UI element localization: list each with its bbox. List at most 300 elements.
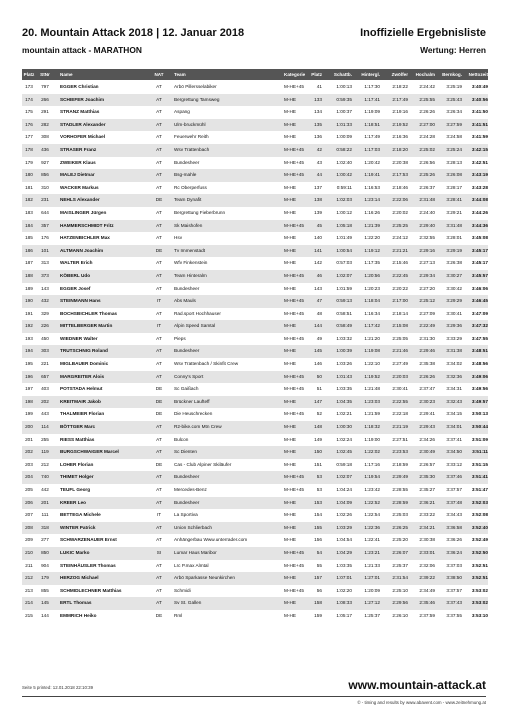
- col-bib-cell: 403: [41, 386, 49, 392]
- race-name: mountain attack - MARATHON: [22, 45, 142, 55]
- col-rank-cell: 181: [25, 184, 33, 190]
- col-net-time-cell: 3:42:15: [471, 146, 488, 152]
- col-nat-cell: AT: [156, 348, 162, 354]
- col-split-2-cell: 1:16:34: [364, 310, 380, 316]
- col-category-rank-cell: 156: [314, 537, 322, 543]
- col-split-1-cell: 1:08:33: [336, 600, 352, 606]
- col-name-cell: ZWEIKER Klaus: [60, 159, 96, 165]
- col-category-cell: M-HE+45: [284, 298, 304, 304]
- col-team-cell: Hsv: [174, 235, 183, 241]
- col-category-cell: M-HE+45: [284, 222, 304, 228]
- table-row: [22, 257, 488, 270]
- table-row: [22, 131, 488, 144]
- col-split-2-cell: 1:21:48: [364, 386, 380, 392]
- col-split-4-cell: 2:29:34: [419, 272, 435, 278]
- col-team-cell: La Sportiva: [174, 512, 198, 518]
- col-split-3-cell: 2:19:16: [392, 109, 408, 115]
- header-col-split-2: Hintergl.: [361, 72, 380, 77]
- col-rank-cell: 209: [25, 537, 33, 543]
- col-team-cell: Brückner Laufteff: [174, 398, 210, 404]
- col-bib-cell: 442: [41, 487, 49, 492]
- col-bib-cell: 231: [41, 197, 49, 203]
- col-split-4-cell: 2:29:41: [419, 411, 435, 417]
- col-split-2-cell: 1:23:42: [364, 487, 380, 492]
- col-name-cell: BOCHSBICHLER Thomas: [60, 310, 118, 316]
- col-split-1-cell: 0:57:03: [336, 260, 352, 266]
- col-name-cell: RIESS Matthias: [60, 436, 95, 442]
- col-rank-cell: 191: [25, 310, 33, 316]
- header-col-name: Name: [60, 72, 73, 77]
- col-split-2-cell: 1:17:16: [364, 461, 380, 467]
- table-row: [22, 371, 488, 384]
- col-category-cell: M-HE: [284, 537, 296, 543]
- table-row: [22, 421, 488, 434]
- col-split-5-cell: 3:26:38: [446, 260, 462, 266]
- col-split-1-cell: 1:07:01: [336, 575, 352, 581]
- col-split-5-cell: 3:34:43: [446, 512, 462, 518]
- table-row: [22, 446, 488, 459]
- col-split-4-cell: 2:31:30: [419, 335, 435, 341]
- table-row: [22, 383, 488, 396]
- col-bib-cell: 308: [41, 134, 49, 140]
- col-category-cell: M-HE: [284, 197, 296, 203]
- table-row: [22, 320, 488, 333]
- col-split-3-cell: 2:26:10: [392, 612, 408, 618]
- col-split-2-cell: 1:20:09: [364, 587, 380, 593]
- table-row: [22, 245, 488, 258]
- col-split-1-cell: 1:02:03: [336, 197, 352, 203]
- col-bib-cell: 850: [41, 549, 49, 555]
- col-category-rank-cell: 44: [316, 172, 322, 178]
- col-net-time-cell: 3:51:47: [471, 487, 488, 492]
- col-name-cell: TRUTSCHNIG Roland: [60, 348, 108, 354]
- table-row: [22, 497, 488, 510]
- col-net-time-cell: 3:52:51: [471, 575, 488, 581]
- col-net-time-cell: 3:44:08: [471, 197, 488, 203]
- col-category-rank-cell: 50: [316, 373, 322, 379]
- col-split-3-cell: 2:17:53: [392, 172, 408, 178]
- table-row: [22, 106, 488, 119]
- col-split-2-cell: 1:17:49: [364, 134, 380, 140]
- col-bib-cell: 927: [41, 159, 49, 165]
- col-split-3-cell: 2:29:56: [392, 600, 408, 606]
- col-category-cell: M-HE+45: [284, 159, 304, 165]
- col-split-1-cell: 1:03:29: [336, 524, 352, 530]
- col-split-5-cell: 3:28:13: [446, 159, 462, 165]
- col-split-4-cell: 2:30:38: [419, 537, 435, 543]
- col-split-4-cell: 2:22:49: [419, 323, 435, 329]
- col-split-5-cell: 3:28:17: [446, 184, 462, 190]
- col-split-3-cell: 2:24:12: [392, 235, 408, 241]
- col-bib-cell: 450: [41, 335, 49, 341]
- header-col-split-5: Bernkog.: [442, 72, 462, 77]
- col-bib-cell: 114: [41, 424, 49, 430]
- table-row: [22, 345, 488, 358]
- col-split-5-cell: 3:24:58: [446, 134, 462, 140]
- col-nat-cell: AT: [156, 587, 162, 593]
- col-rank-cell: 210: [25, 549, 33, 555]
- col-category-rank-cell: 138: [314, 197, 322, 203]
- col-split-3-cell: 2:17:49: [392, 96, 408, 102]
- col-rank-cell: 201: [25, 436, 33, 442]
- col-nat-cell: IT: [156, 512, 162, 518]
- col-split-1-cell: 1:03:35: [336, 562, 352, 568]
- col-category-cell: M-HE: [284, 96, 296, 102]
- col-split-2-cell: 1:21:59: [364, 411, 380, 417]
- table-row: [22, 597, 488, 610]
- table-row: [22, 232, 488, 245]
- col-nat-cell: SI: [156, 549, 162, 555]
- col-nat-cell: AT: [156, 499, 162, 505]
- col-nat-cell: DE: [155, 461, 163, 467]
- col-nat-cell: AT: [156, 184, 162, 190]
- col-rank-cell: 177: [25, 134, 33, 140]
- col-category-rank-cell: 140: [314, 235, 322, 241]
- col-rank-cell: 200: [25, 424, 33, 430]
- col-split-5-cell: 3:37:43: [446, 600, 462, 606]
- col-rank-cell: 179: [25, 159, 33, 165]
- col-split-4-cell: 2:26:37: [419, 184, 435, 190]
- col-category-rank-cell: 157: [314, 575, 322, 581]
- table-row: [22, 270, 488, 283]
- col-net-time-cell: 3:52:49: [471, 537, 488, 543]
- table-row: [22, 283, 488, 296]
- col-rank-cell: 199: [25, 411, 33, 417]
- col-team-cell: Wsv Trattenbach: [174, 146, 210, 152]
- col-split-4-cell: 2:26:56: [419, 159, 435, 165]
- col-rank-cell: 203: [25, 461, 33, 467]
- col-rank-cell: 182: [25, 197, 33, 203]
- col-rank-cell: 204: [25, 474, 33, 480]
- col-category-cell: M-HE: [284, 348, 296, 354]
- col-net-time-cell: 3:51:15: [471, 461, 488, 467]
- col-net-time-cell: 3:52:50: [471, 549, 488, 555]
- col-nat-cell: AT: [156, 146, 162, 152]
- col-team-cell: Arbö Sparkasse Neunkirchen: [174, 575, 235, 581]
- col-split-5-cell: 3:29:36: [446, 323, 462, 329]
- col-rank-cell: 188: [25, 272, 33, 278]
- table-row: [22, 509, 488, 522]
- col-team-cell: Bundesheer: [174, 474, 200, 480]
- col-bib-cell: 432: [41, 298, 49, 304]
- col-category-rank-cell: 148: [314, 424, 322, 430]
- col-split-5-cell: 3:36:58: [446, 524, 462, 530]
- col-split-2-cell: 1:23:03: [364, 398, 380, 404]
- col-net-time-cell: 3:40:56: [471, 96, 488, 102]
- col-rank-cell: 192: [25, 323, 33, 329]
- col-nat-cell: AT: [156, 537, 162, 543]
- col-split-4-cell: 2:24:42: [419, 84, 435, 89]
- col-split-2-cell: 1:20:56: [364, 272, 380, 278]
- col-team-cell: Bergrettung Fieberbrunn: [174, 209, 226, 215]
- col-split-5-cell: 3:30:41: [446, 310, 462, 316]
- col-net-time-cell: 3:45:08: [471, 235, 488, 241]
- col-team-cell: Tv Immenstadt: [174, 247, 205, 253]
- col-category-cell: M-HE: [284, 499, 296, 505]
- col-split-2-cell: 1:27:01: [364, 575, 380, 581]
- col-split-3-cell: 2:22:18: [392, 411, 408, 417]
- col-split-5-cell: 3:33:29: [446, 335, 462, 341]
- col-net-time-cell: 3:49:06: [471, 373, 488, 379]
- col-category-rank-cell: 133: [314, 96, 322, 102]
- col-split-5-cell: 3:31:38: [446, 348, 462, 354]
- col-split-4-cell: 2:36:21: [419, 499, 435, 505]
- col-split-1-cell: 1:00:37: [336, 109, 352, 115]
- col-split-3-cell: 2:23:53: [392, 449, 408, 455]
- col-split-1-cell: 1:02:07: [336, 272, 352, 278]
- col-category-cell: M-HE+45: [284, 272, 304, 278]
- col-nat-cell: AT: [156, 96, 162, 102]
- col-nat-cell: AT: [156, 524, 162, 530]
- col-net-time-cell: 3:43:28: [471, 184, 488, 190]
- col-name-cell: SCHIEFER Joachim: [60, 96, 105, 102]
- col-split-5-cell: 3:26:34: [446, 109, 462, 115]
- col-category-rank-cell: 134: [314, 109, 322, 115]
- col-nat-cell: AT: [156, 600, 162, 606]
- table-row: [22, 157, 488, 170]
- table-row: [22, 434, 488, 447]
- col-bib-cell: 202: [41, 398, 49, 404]
- col-team-cell: Wsv Trattenbach / Skinfit Crew: [174, 361, 239, 367]
- col-split-1-cell: 1:04:24: [336, 487, 352, 492]
- timing-credit: © - timing and results by www.abavent.com - www.zeitnehmung.at: [357, 700, 486, 705]
- col-rank-cell: 187: [25, 260, 33, 266]
- col-split-1-cell: 1:02:21: [336, 411, 352, 417]
- col-rank-cell: 208: [25, 524, 33, 530]
- col-net-time-cell: 3:44:26: [471, 209, 488, 215]
- col-split-2-cell: 1:18:04: [364, 298, 380, 304]
- col-split-2-cell: 1:25:37: [364, 612, 380, 618]
- col-split-2-cell: 1:21:33: [364, 562, 380, 568]
- col-name-cell: HERZOG Michael: [60, 575, 99, 581]
- col-name-cell: BETTEGA Michele: [60, 512, 101, 518]
- col-nat-cell: AT: [156, 310, 162, 316]
- col-split-1-cell: 1:00:42: [336, 172, 352, 178]
- col-split-4-cell: 2:35:27: [419, 487, 435, 492]
- col-name-cell: LUKIC Marko: [60, 549, 90, 555]
- col-split-4-cell: 2:27:00: [419, 121, 435, 127]
- col-split-4-cell: 2:27:09: [419, 310, 435, 316]
- col-name-cell: VORHOFER Michael: [60, 134, 106, 140]
- col-split-2-cell: 1:17:42: [364, 323, 380, 329]
- col-nat-cell: AT: [156, 436, 162, 442]
- col-split-4-cell: 2:35:38: [419, 361, 435, 367]
- col-name-cell: STRANZ Matthias: [60, 109, 100, 115]
- col-split-4-cell: 2:29:16: [419, 247, 435, 253]
- col-split-5-cell: 3:36:26: [446, 537, 462, 543]
- col-rank-cell: 193: [25, 335, 33, 341]
- col-split-5-cell: 3:28:41: [446, 197, 462, 203]
- col-nat-cell: DE: [155, 398, 163, 404]
- col-category-rank-cell: 41: [316, 84, 322, 89]
- col-category-rank-cell: 155: [314, 524, 322, 530]
- col-split-5-cell: 3:37:46: [446, 474, 462, 480]
- results-table: [22, 81, 488, 623]
- col-team-cell: Team Dynafit: [174, 197, 202, 203]
- col-split-2-cell: 1:27:12: [364, 600, 380, 606]
- col-name-cell: THIMET Holger: [60, 474, 94, 480]
- col-name-cell: POTSTADA Helmut: [60, 386, 103, 392]
- col-split-3-cell: 2:20:02: [392, 209, 408, 215]
- col-split-2-cell: 1:18:51: [364, 121, 380, 127]
- col-split-5-cell: 3:36:24: [446, 549, 462, 555]
- col-net-time-cell: 3:53:02: [471, 587, 488, 593]
- col-net-time-cell: 3:45:17: [471, 247, 488, 253]
- col-split-4-cell: 2:32:55: [419, 235, 435, 241]
- col-split-1-cell: 1:04:09: [336, 499, 352, 505]
- col-team-cell: Ulm-bruckmühl: [174, 121, 206, 127]
- col-split-1-cell: 0:59:13: [336, 298, 352, 304]
- col-category-rank-cell: 145: [314, 348, 322, 354]
- col-nat-cell: AT: [156, 487, 162, 492]
- col-team-cell: Alpin Speed Samtal: [174, 323, 216, 329]
- col-split-2-cell: 1:16:53: [364, 184, 380, 190]
- website-link[interactable]: www.mountain-attack.at: [348, 678, 486, 692]
- col-split-4-cell: 2:33:22: [419, 512, 435, 518]
- col-split-4-cell: 2:25:55: [419, 96, 435, 102]
- col-team-cell: Bundesheer: [174, 348, 200, 354]
- col-category-rank-cell: 48: [316, 310, 322, 316]
- col-rank-cell: 195: [25, 361, 33, 367]
- col-rank-cell: 198: [25, 398, 33, 404]
- col-category-cell: M-HE: [284, 436, 296, 442]
- col-category-cell: M-HE+45: [284, 411, 304, 417]
- col-team-cell: Rad.sport Hochhauser: [174, 310, 221, 316]
- col-split-5-cell: 3:33:12: [446, 461, 462, 467]
- table-row: [22, 459, 488, 472]
- col-bib-cell: 255: [41, 436, 49, 442]
- col-category-cell: M-HE: [284, 461, 296, 467]
- col-category-rank-cell: 153: [314, 499, 322, 505]
- col-net-time-cell: 3:43:19: [471, 172, 488, 178]
- col-name-cell: ALTMANN Joachim: [60, 247, 104, 253]
- col-net-time-cell: 3:44:36: [471, 222, 488, 228]
- col-net-time-cell: 3:45:57: [471, 272, 488, 278]
- col-rank-cell: 205: [25, 487, 33, 492]
- col-split-1-cell: 1:00:09: [336, 134, 352, 140]
- col-split-3-cell: 2:28:59: [392, 499, 408, 505]
- col-split-4-cell: 2:35:30: [419, 474, 435, 480]
- col-category-cell: M-HE: [284, 121, 296, 127]
- table-row: [22, 81, 488, 94]
- col-split-5-cell: 3:32:36: [446, 373, 462, 379]
- col-net-time-cell: 3:40:49: [471, 84, 488, 89]
- col-category-rank-cell: 158: [314, 600, 322, 606]
- col-nat-cell: AT: [156, 424, 162, 430]
- col-split-2-cell: 1:19:54: [364, 474, 380, 480]
- col-split-5-cell: 3:37:03: [446, 562, 462, 568]
- table-row: [22, 560, 488, 573]
- col-name-cell: WALTER Erich: [60, 260, 93, 266]
- col-split-1-cell: 1:05:18: [336, 222, 352, 228]
- table-row: [22, 333, 488, 346]
- col-net-time-cell: 3:46:06: [471, 285, 488, 291]
- col-bib-cell: 855: [41, 587, 49, 593]
- col-split-5-cell: 3:27:59: [446, 121, 462, 127]
- col-nat-cell: AT: [156, 109, 162, 115]
- col-split-4-cell: 2:33:01: [419, 549, 435, 555]
- col-category-rank-cell: 49: [316, 335, 322, 341]
- col-name-cell: LOHER Florian: [60, 461, 94, 467]
- col-split-1-cell: 1:02:24: [336, 436, 352, 442]
- col-category-cell: M-HE+45: [284, 335, 304, 341]
- col-bib-cell: 221: [41, 361, 49, 367]
- col-split-3-cell: 2:28:55: [392, 487, 408, 492]
- col-split-3-cell: 2:21:21: [392, 247, 408, 253]
- col-split-2-cell: 1:21:39: [364, 222, 380, 228]
- col-category-cell: M-HE: [284, 424, 296, 430]
- col-name-cell: WACKER Markus: [60, 184, 99, 190]
- col-split-2-cell: 1:16:26: [364, 209, 380, 215]
- col-split-4-cell: 2:24:40: [419, 209, 435, 215]
- header-col-split-3: Zwölfer: [391, 72, 408, 77]
- col-split-4-cell: 2:24:28: [419, 134, 435, 140]
- col-split-3-cell: 2:29:49: [392, 474, 408, 480]
- col-split-1-cell: 1:02:45: [336, 449, 352, 455]
- col-bib-cell: 111: [41, 512, 49, 518]
- table-row: [22, 295, 488, 308]
- col-bib-cell: 904: [41, 562, 49, 568]
- col-split-3-cell: 2:26:25: [392, 524, 408, 530]
- col-category-cell: M-HE: [284, 512, 296, 518]
- list-title: Inoffizielle Ergebnisliste: [360, 27, 486, 39]
- col-category-rank-cell: 154: [314, 512, 322, 518]
- col-split-2-cell: 1:19:00: [364, 436, 380, 442]
- col-name-cell: EGGER Christian: [60, 84, 99, 89]
- col-category-cell: M-HE: [284, 247, 296, 253]
- col-category-cell: M-HE: [284, 361, 296, 367]
- col-bib-cell: 266: [41, 96, 49, 102]
- col-rank-cell: 215: [25, 612, 33, 618]
- col-split-5-cell: 3:34:15: [446, 411, 462, 417]
- col-bib-cell: 303: [41, 348, 49, 354]
- col-category-rank-cell: 55: [316, 562, 322, 568]
- col-net-time-cell: 3:41:51: [471, 121, 488, 127]
- table-row: [22, 169, 488, 182]
- col-net-time-cell: 3:47:32: [471, 323, 488, 329]
- col-split-1-cell: 0:59:11: [336, 184, 352, 190]
- col-split-4-cell: 2:35:46: [419, 600, 435, 606]
- col-rank-cell: 173: [25, 84, 33, 89]
- col-split-2-cell: 1:19:41: [364, 172, 380, 178]
- col-net-time-cell: 3:49:57: [471, 398, 488, 404]
- col-team-cell: Sc Gaißach: [174, 386, 199, 392]
- col-team-cell: Sv St. Gallen: [174, 600, 202, 606]
- col-team-cell: Aspang: [174, 109, 190, 115]
- col-split-1-cell: 1:04:54: [336, 537, 352, 543]
- col-team-cell: Lumar Haus Maribor: [174, 549, 217, 555]
- col-bib-cell: 145: [41, 600, 49, 606]
- col-rank-cell: 194: [25, 348, 33, 354]
- col-split-3-cell: 2:22:55: [392, 398, 408, 404]
- col-split-4-cell: 2:25:26: [419, 172, 435, 178]
- col-category-cell: M-HE: [284, 285, 296, 291]
- col-category-cell: M-HE+45: [284, 146, 304, 152]
- col-split-3-cell: 2:21:46: [392, 348, 408, 354]
- col-nat-cell: AT: [156, 260, 162, 266]
- col-team-cell: Lrc P.max Almtal: [174, 562, 209, 568]
- col-nat-cell: DE: [155, 411, 163, 417]
- col-name-cell: KREER Leo: [60, 499, 87, 505]
- col-split-2-cell: 1:20:23: [364, 285, 380, 291]
- col-nat-cell: AT: [156, 209, 162, 215]
- col-team-cell: Mercedes-Benz: [174, 487, 207, 492]
- col-name-cell: MITTELBERGER Martin: [60, 323, 113, 329]
- col-rank-cell: 175: [25, 109, 33, 115]
- col-name-cell: ERTL Thomas: [60, 600, 92, 606]
- col-split-5-cell: 3:37:57: [446, 487, 462, 492]
- col-split-3-cell: 2:18:22: [392, 84, 408, 89]
